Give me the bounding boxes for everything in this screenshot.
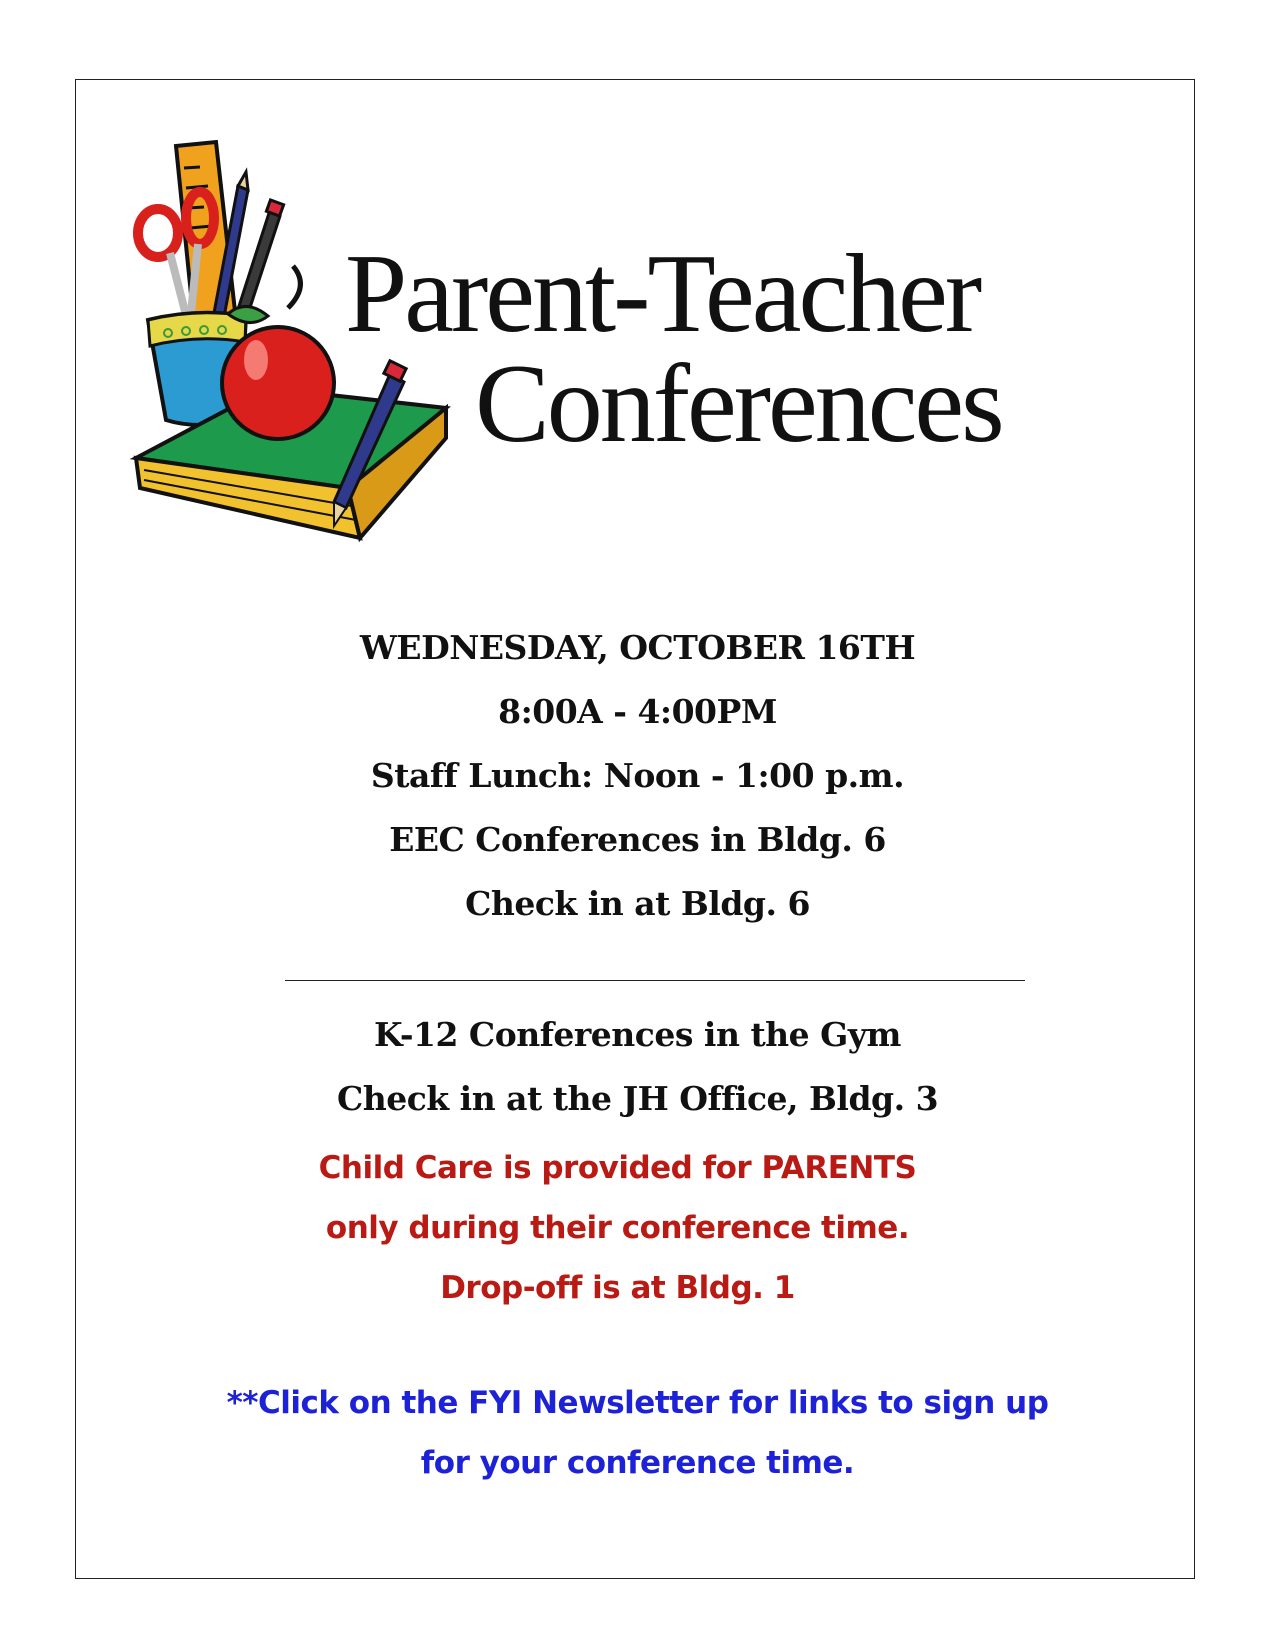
staff-lunch: Staff Lunch: Noon - 1:00 p.m. bbox=[370, 756, 905, 795]
apple-icon bbox=[222, 266, 334, 439]
page-title bbox=[345, 232, 1145, 466]
conference-date: WEDNESDAY, OCTOBER 16TH bbox=[359, 628, 916, 667]
section-divider bbox=[285, 980, 1025, 981]
title-line-1: Parent-Teacher bbox=[345, 232, 980, 356]
eec-location: EEC Conferences in Bldg. 6 bbox=[389, 820, 886, 859]
child-care-dropoff: Drop-off is at Bldg. 1 bbox=[440, 1270, 795, 1306]
child-care-line-1: Child Care is provided for PARENTS bbox=[318, 1150, 917, 1186]
signup-link-line-2[interactable]: for your conference time. bbox=[420, 1445, 855, 1481]
signup-link-line-1[interactable]: **Click on the FYI Newsletter for links to sign up bbox=[226, 1385, 1049, 1421]
conference-hours: 8:00A - 4:00PM bbox=[498, 692, 777, 731]
child-care-line-2: only during their conference time. bbox=[325, 1210, 910, 1246]
k12-checkin: Check in at the JH Office, Bldg. 3 bbox=[336, 1079, 939, 1118]
title-line-2: Conferences bbox=[475, 341, 1002, 466]
eec-checkin: Check in at Bldg. 6 bbox=[465, 884, 810, 923]
k12-location: K-12 Conferences in the Gym bbox=[374, 1015, 901, 1054]
